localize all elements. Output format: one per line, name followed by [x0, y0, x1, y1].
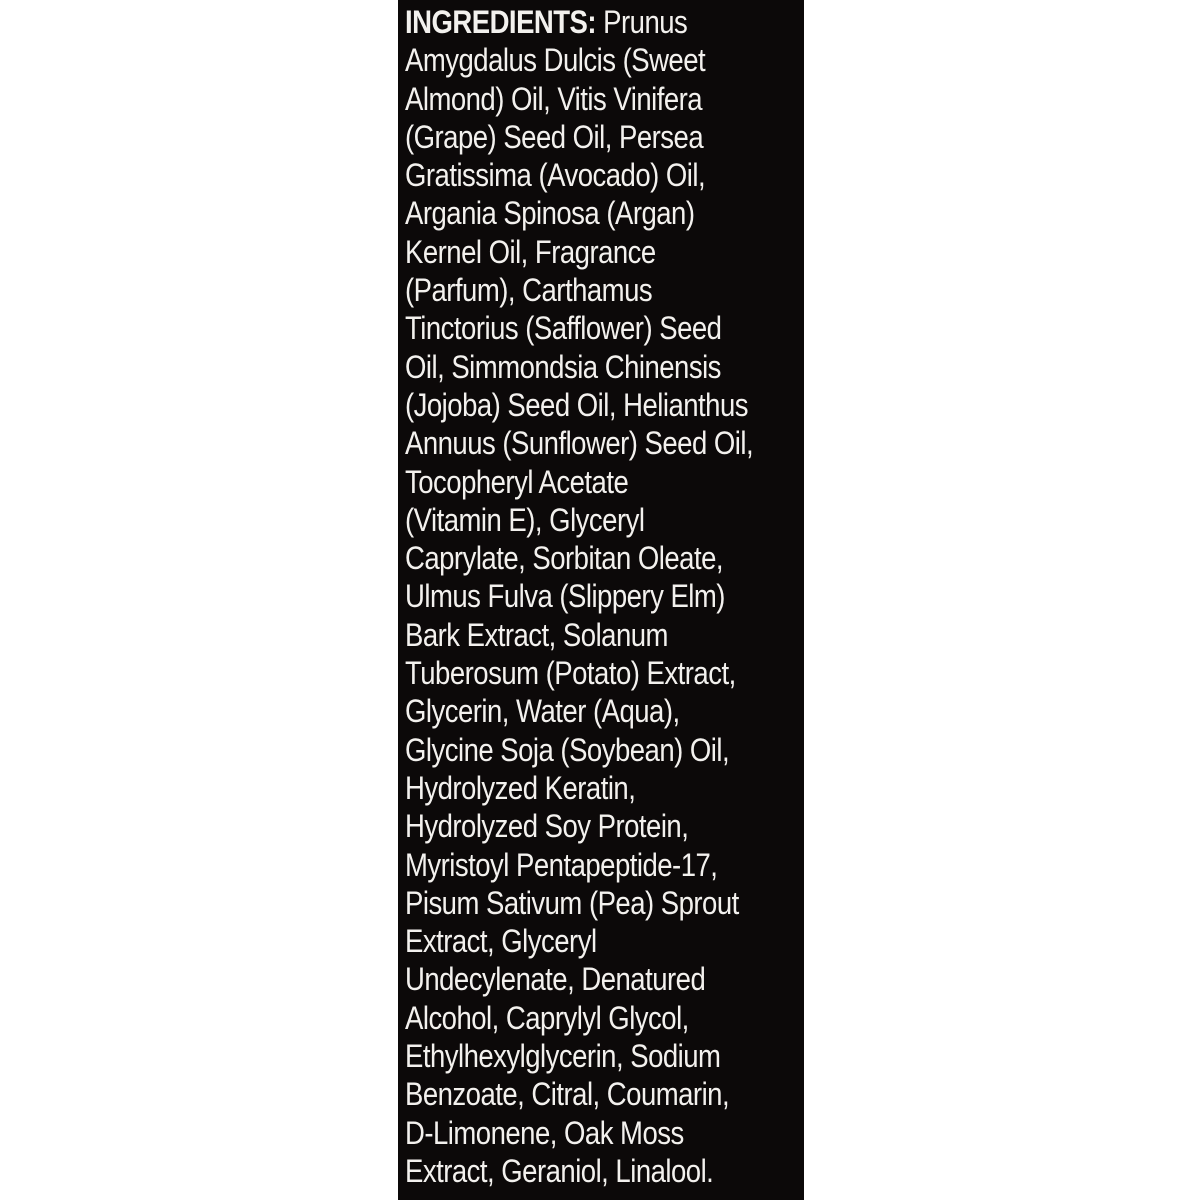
ingredients-line-5: Gratissima (Avocado) Oil,	[405, 157, 706, 194]
ingredients-line-21: Hydrolyzed Keratin,	[405, 769, 636, 806]
ingredients-line-17: Bark Extract, Solanum	[405, 616, 668, 653]
ingredients-line-26: Undecylenate, Denatured	[405, 961, 706, 998]
ingredients-line-3: Almond) Oil, Vitis Vinifera	[405, 80, 703, 117]
ingredients-line-29: Benzoate, Citral, Coumarin,	[405, 1076, 730, 1113]
ingredients-line-16: Ulmus Fulva (Slippery Elm)	[405, 578, 725, 615]
ingredients-line-8: (Parfum), Carthamus	[405, 272, 653, 309]
ingredients-line-19: Glycerin, Water (Aqua),	[405, 693, 680, 730]
ingredients-line-25: Extract, Glyceryl	[405, 923, 597, 960]
ingredients-line-11: (Jojoba) Seed Oil, Helianthus	[405, 386, 748, 423]
ingredients-line-12: Annuus (Sunflower) Seed Oil,	[405, 425, 754, 462]
ingredients-line-20: Glycine Soja (Soybean) Oil,	[405, 731, 730, 768]
ingredients-line-text: Prunus	[596, 4, 688, 40]
ingredients-heading: INGREDIENTS:	[405, 4, 597, 40]
ingredients-line-22: Hydrolyzed Soy Protein,	[405, 808, 689, 845]
ingredients-line-2: Amygdalus Dulcis (Sweet	[405, 42, 706, 79]
ingredients-line-7: Kernel Oil, Fragrance	[405, 233, 656, 270]
ingredients-line-28: Ethylhexylglycerin, Sodium	[405, 1038, 721, 1075]
ingredients-text	[405, 3, 754, 1190]
ingredients-line-27: Alcohol, Caprylyl Glycol,	[405, 999, 689, 1036]
ingredients-line-9: Tinctorius (Safflower) Seed	[405, 310, 722, 347]
ingredients-line-31: Extract, Geraniol, Linalool.	[405, 1152, 714, 1189]
ingredients-line-30: D-Limonene, Oak Moss	[405, 1114, 684, 1151]
ingredients-line-23: Myristoyl Pentapeptide-17,	[405, 846, 718, 883]
ingredients-line-24: Pisum Sativum (Pea) Sprout	[405, 884, 739, 921]
ingredients-line-13: Tocopheryl Acetate	[405, 463, 629, 500]
ingredients-line-10: Oil, Simmondsia Chinensis	[405, 348, 721, 385]
ingredients-line-1	[405, 3, 745, 41]
ingredients-line-18: Tuberosum (Potato) Extract,	[405, 655, 736, 692]
ingredients-line-6: Argania Spinosa (Argan)	[405, 195, 695, 232]
ingredients-line-4: (Grape) Seed Oil, Persea	[405, 118, 704, 155]
ingredients-line-14: (Vitamin E), Glyceryl	[405, 501, 645, 538]
ingredients-label-panel	[398, 0, 804, 1200]
ingredients-line-15: Caprylate, Sorbitan Oleate,	[405, 540, 724, 577]
